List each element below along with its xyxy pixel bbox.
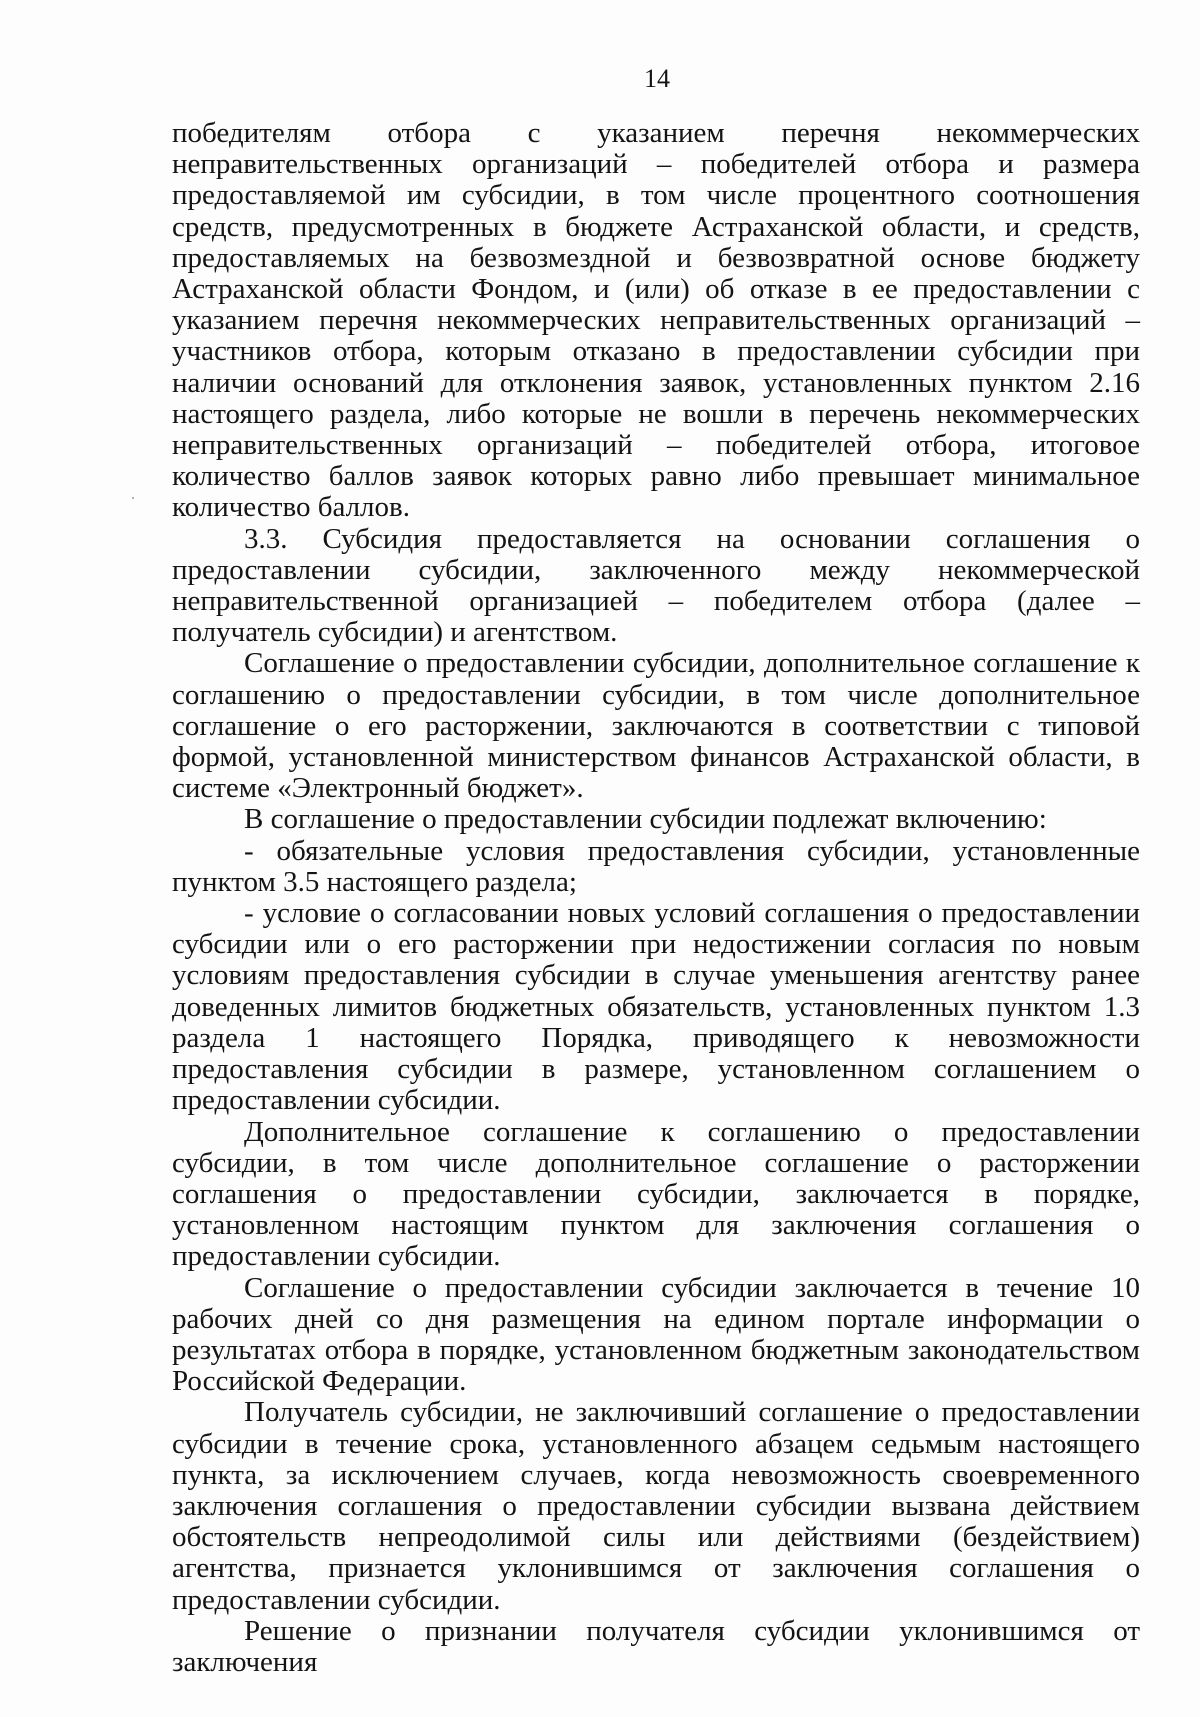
list-item-mandatory-conditions: - обязательные условия предоставления субсидии, установленные пунктом 3.5 настоящего раздела; xyxy=(172,834,1140,898)
list-item-new-conditions: - условие о согласовании новых условий соглашения о предоставлении субсидии или о его расторжении при недостижении согласия по новым условиям предоставления субсидии в случае уменьшения агентству ранее доведенных лимитов бюджетных обязательств, установленных пунктом 1.3 раздела 1 настоящего Порядка, приводящего к невозможности предоставления субсидии в размере, установленном соглашением о предоставлении субсидии. xyxy=(172,897,1140,1117)
paragraph-additional-agreement: Дополнительное соглашение к соглашению о предоставлении субсидии, в том числе дополнительное соглашение о расторжении соглашения о предоставлении субсидии, заключается в порядке, установленном настоящим пунктом для заключения соглашения о предоставлении субсидии. xyxy=(172,1115,1140,1273)
scan-speck xyxy=(132,497,134,499)
paragraph-evasion: Получатель субсидии, не заключивший соглашение о предоставлении субсидии в течение срока, установленного абзацем седьмым настоящего пункта, за исключением случаев, когда невозможность своевременного заключения соглашения о предоставлении субсидии вызвана действием обстоятельств непреодолимой силы или действиями (бездействием) агентства, признается уклонившимся от заключения соглашения о предоставлении субсидии. xyxy=(172,1396,1140,1616)
paragraph-agreement-form: Соглашение о предоставлении субсидии, дополнительное соглашение к соглашению о предоставлении субсидии, в том числе дополнительное соглашение о его расторжении, заключаются в соответствии с типовой формой, установленной министерством финансов Астраханской области, в системе «Электронный бюджет». xyxy=(172,647,1140,805)
paragraph-3-3: 3.3. Субсидия предоставляется на основании соглашения о предоставлении субсидии, заключенного между некоммерческой неправительственной организацией – победителем отбора (далее – получатель субсидии) и агентством. xyxy=(172,522,1140,649)
paragraph-conclusion-term: Соглашение о предоставлении субсидии заключается в течение 10 рабочих дней со дня размещения на едином портале информации о результатах отбора в порядке, установленном бюджетным законодательством Российской Федерации. xyxy=(172,1271,1140,1398)
paragraph-continuation: победителям отбора с указанием перечня некоммерческих неправительственных организаций – победителей отбора и размера предоставляемой им субсидии, в том числе процентного соотношения средств, предусмотренных в бюджете Астраханской области, и средств, предоставляемых на безвозмездной и безвозвратной основе бюджету Астраханской области Фондом, и (или) об отказе в ее предоставлении с указанием перечня некоммерческих неправительственных организаций – участников отбора, которым отказано в предоставлении субсидии при наличии оснований для отклонения заявок, установленных пунктом 2.16 настоящего раздела, либо которые не вошли в перечень некоммерческих неправительственных организаций – победителей отбора, итоговое количество баллов заявок которых равно либо превышает минимальное количество баллов. xyxy=(172,117,1140,524)
paragraph-agreement-contents: В соглашение о предоставлении субсидии подлежат включению: xyxy=(244,803,1047,836)
document-body xyxy=(172,118,1140,1678)
paragraph-decision: Решение о признании получателя субсидии уклонившимся от заключения xyxy=(172,1614,1140,1678)
page-number: 14 xyxy=(644,64,670,93)
